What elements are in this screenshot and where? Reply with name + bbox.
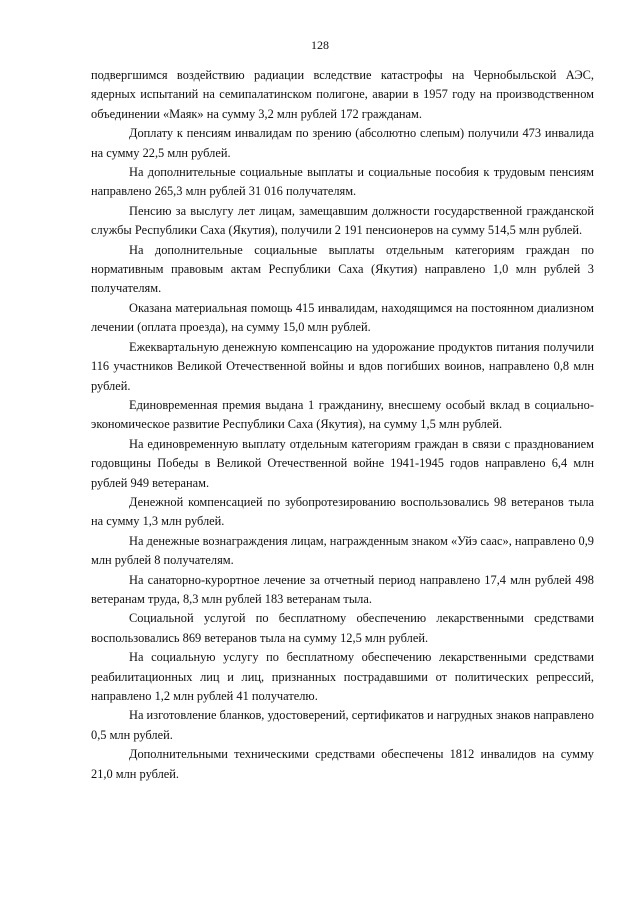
paragraph: Оказана материальная помощь 415 инвалидам, находящимся на постоянном диализном лечении (оплата проезда), на сумму 15,0 млн рублей.	[91, 300, 594, 335]
paragraph: На дополнительные социальные выплаты и социальные пособия к трудовым пенсиям направлено 265,3 млн рублей 31 016 получателям.	[91, 165, 594, 199]
paragraph: На изготовление бланков, удостоверений, сертификатов и нагрудных знаков направлено 0,5 млн рублей.	[91, 708, 595, 742]
paragraph: Доплату к пенсиям инвалидам по зрению (абсолютно слепым) получили 473 инвалида на сумму 22,5 млн рублей.	[91, 126, 594, 160]
paragraph: Дополнительными техническими средствами обеспечены 1812 инвалидов на сумму 21,0 млн рублей.	[91, 747, 594, 781]
paragraph: На санаторно-курортное лечение за отчетный период направлено 17,4 млн рублей 498 ветеранам труда, 8,3 млн рублей 183 ветеранам тыла.	[91, 572, 594, 606]
paragraph: Денежной компенсацией по зубопротезированию воспользовались 98 ветеранов тыла на сумму 1,3 млн рублей.	[91, 494, 594, 529]
paragraph: На денежные вознаграждения лицам, награжденным знаком «Уйэ саас», направлено 0,9 млн рублей 8 получателям.	[91, 533, 594, 568]
paragraph: На дополнительные социальные выплаты отдельным категориям граждан по нормативным правовым актам Республики Саха (Якутия) направлено 1,0 млн рублей 3 получателям.	[91, 242, 594, 296]
paragraph: подвергшимся воздействию радиации вследствие катастрофы на Чернобыльской АЭС, ядерных испытаний на семипалатинском полигоне, аварии в 1957 году на производственном объединении «Маяк» на сумму 3,2 млн рублей 172 гражданам.	[91, 68, 594, 121]
paragraph: На единовременную выплату отдельным категориям граждан в связи с празднованием годовщины Победы в Великой Отечественной войне 1941-1945 годов направлено 6,4 млн рублей 949 ветеранам.	[91, 436, 594, 490]
paragraph: На социальную услугу по бесплатному обеспечению лекарственными средствами реабилитационных лиц и лиц, признанных пострадавшими от политических репрессий, направлено 1,2 млн рублей 41 получателю.	[91, 650, 594, 703]
paragraph: Единовременная премия выдана 1 гражданину, внесшему особый вклад в социально-экономическое развитие Республики Саха (Якутия), на сумму 1,5 млн рублей.	[91, 397, 594, 432]
document-body	[91, 66, 594, 784]
paragraph: Социальной услугой по бесплатному обеспечению лекарственными средствами воспользовались 869 ветеранов тыла на сумму 12,5 млн рублей.	[91, 611, 594, 645]
paragraph: Ежеквартальную денежную компенсацию на удорожание продуктов питания получили 116 участников Великой Отечественной войны и вдов погибших воинов, направлено 0,8 млн рублей.	[91, 339, 594, 393]
page-number: 128	[311, 38, 329, 52]
paragraph: Пенсию за выслугу лет лицам, замещавшим должности государственной гражданской службы Республики Саха (Якутия), получили 2 191 пенсионеров на сумму 514,5 млн рублей.	[91, 203, 594, 238]
